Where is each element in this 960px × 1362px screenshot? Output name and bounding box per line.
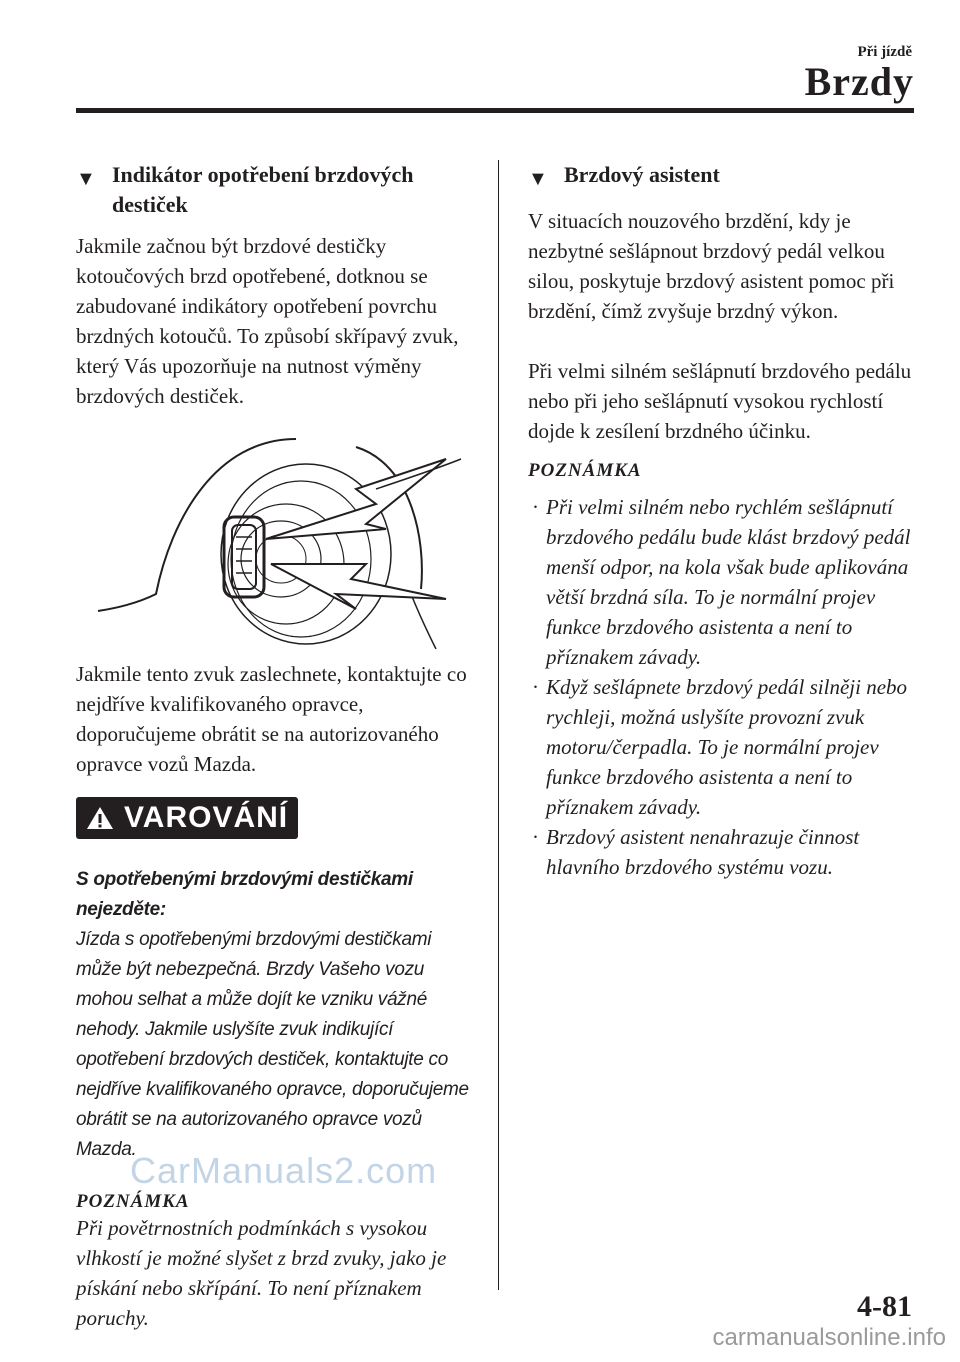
note-bullet-list [528,492,928,882]
footer-url: carmanualsonline.info [712,1324,946,1351]
header-rule [76,108,914,113]
brake-disc-illustration [76,419,476,649]
brake-assist-paragraph-2: Při velmi silném sešlápnutí brzdového pedálu nebo při jeho sešlápnutí vysokou rychlostí dojde k zesílení brzdného účinku. [528,358,912,443]
warning-triangle-icon [86,805,114,831]
list-item [528,672,928,822]
section-title: Při jízdě [857,44,912,60]
list-item [528,492,928,672]
list-item-text: Brzdový asistent nenahrazuje činnost hlavního brzdového systému vozu. [546,824,860,879]
warning-text: Jízda s opotřebenými brzdovými destičkami může být nebezpečná. Brzdy Vašeho vozu mohou selhat a může dojít ke vzniku vážné nehody. Jakmile uslyšíte zvuk indikující opotřebení brzdových destiček, kontaktujte co nejdříve kvalifikovaného opravce, doporučujeme obrátit se na autorizovaného opravce vozů Mazda. [76,929,469,1161]
brake-wear-indicator-heading [76,160,476,219]
chapter-title: Brzdy [804,59,914,104]
section-triangle-icon: ▼ [76,168,96,190]
brake-assist-heading [528,160,928,190]
after-illustration-paragraph: Jakmile tento zvuk zaslechnete, kontaktujte co nejdříve kvalifikovaného opravce, doporučujeme obrátit se na autorizovaného opravce vozů Mazda. [76,662,467,777]
note-title: POZNÁMKA [76,1191,190,1213]
warning-badge [76,797,298,839]
list-item [528,822,928,882]
list-item-text: Při velmi silném nebo rychlém sešlápnutí brzdového pedálu bude klást brzdový pedál menší odpor, na kola však bude aplikována větší brzdná síla. To je normální projev funkce brzdového asistenta a není to příznakem závady. [546,494,911,669]
brake-assist-paragraph-1: V situacích nouzového brzdění, kdy je nezbytné sešlápnout brzdový pedál velkou silou, poskytuje brzdový asistent pomoc při brzdění, čímž zvyšuje brzdný výkon. [528,208,895,323]
warning-label: VAROVÁNÍ [124,801,289,835]
intro-paragraph: Jakmile začnou být brzdové destičky kotoučových brzd opotřebené, dotknou se zabudované indikátory opotřebení povrchu brzdných kotoučů. To způsobí skřípavý zvuk, který Vás upozorňuje na nutnost výměny brzdových destiček. [76,234,459,409]
column-divider [498,160,499,1290]
heading-text: Brzdový asistent [564,162,720,187]
note-text: Při povětrnostních podmínkách s vysokou vlhkostí je možné slyšet z brzd zvuky, jako je pískání nebo skřípání. To není příznakem poruchy. [76,1216,447,1331]
section-triangle-icon: ▼ [528,168,548,190]
warning-title: S opotřebenými brzdovými destičkami nejezděte: [76,869,413,921]
bullet-icon: · [532,824,539,849]
list-item-text: Když sešlápnete brzdový pedál silněji nebo rychleji, možná uslyšíte provozní zvuk motoru/čerpadla. To je normální projev funkce brzdového asistenta a není to příznakem závady. [546,674,908,819]
bullet-icon: · [532,494,539,519]
note-title: POZNÁMKA [528,459,642,481]
heading-text: Indikátor opotřebení brzdových destiček [112,162,414,217]
right-column [528,160,928,882]
page-number: 4-81 [857,1290,912,1323]
bullet-icon: · [532,674,539,699]
watermark: CarManuals2.com [130,1150,438,1191]
